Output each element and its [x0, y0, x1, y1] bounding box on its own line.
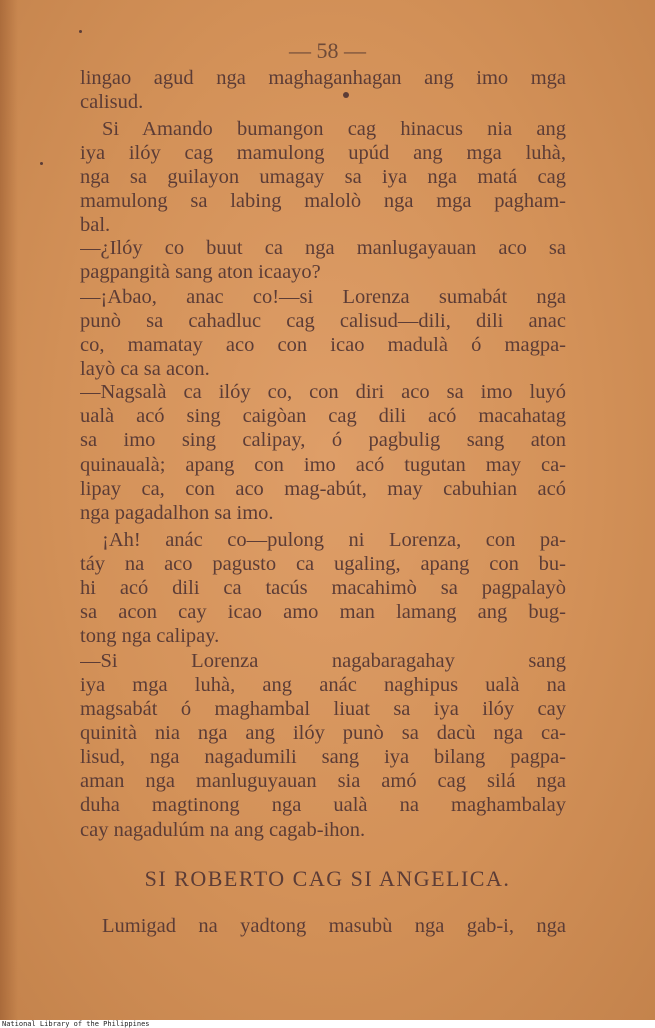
text-line: bal. [80, 214, 111, 236]
section-heading: SI ROBERTO CAG SI ANGELICA. [144, 866, 511, 891]
text-line: nga sa guilayon umagay sa iya nga matá cag [80, 166, 566, 188]
text-line: layò ca sa acon. [80, 358, 210, 380]
ink-speck [40, 162, 43, 165]
text-line: quinità nia nga ang ilóy punò sa dacù nga ca- [80, 722, 566, 744]
text-line: Si Amando bumangon cag hinacus nia ang [102, 118, 566, 140]
text-line: duha magtinong nga ualà na maghambalay [80, 794, 566, 816]
text-line: iya ilóy cag mamulong upúd ang mga luhà, [80, 142, 566, 164]
text-line: co, mamatay aco con icao madulà ó magpa- [80, 334, 566, 356]
text-line: quinaualà; apang con imo acó tugutan may ca- [80, 454, 566, 476]
text-line: ¡Ah! anác co—pulong ni Lorenza, con pa- [102, 529, 566, 551]
text-line: —¿Ilóy co buut ca nga manlugayauan aco sa [80, 237, 566, 259]
text-line: pagpangità sang aton icaayo? [80, 261, 321, 283]
text-line: Lumigad na yadtong masubù nga gab-i, nga [102, 915, 566, 937]
text-line: mamulong sa labing malolò nga mga pagham- [80, 190, 566, 212]
text-line: sa acon cay icao amo man lamang ang bug- [80, 601, 566, 623]
text-line: hi acó dili ca tacús macahimò sa pagpalayò [80, 577, 566, 599]
text-line: calisud. [80, 91, 144, 113]
text-line: táy na aco pagusto ca ugaling, apang con bu- [80, 553, 566, 575]
text-line: tong nga calipay. [80, 625, 220, 647]
text-line: punò sa cahadluc cag calisud—dili, dili anac [80, 310, 566, 332]
text-line: magsabát ó maghambal liuat sa iya ilóy cay [80, 698, 566, 720]
page-number: — 58 — [289, 38, 366, 63]
text-line: cay nagadulúm na ang cagab-ihon. [80, 819, 366, 841]
ink-speck [343, 92, 349, 98]
library-footer: National Library of the Philippines [0, 1020, 655, 1028]
text-line: aman nga manluguyauan sia amó cag silá nga [80, 770, 566, 792]
text-line: —Nagsalà ca ilóy co, con diri aco sa imo luyó [80, 381, 566, 403]
ink-speck [79, 30, 82, 33]
text-line: lipay ca, con aco mag-abút, may cabuhian acó [80, 478, 566, 500]
text-line: —¡Abao, anac co!—si Lorenza sumabát nga [80, 286, 566, 308]
text-line: iya mga luhà, ang anác naghipus ualà na [80, 674, 566, 696]
text-line: lisud, nga nagadumili sang iya bilang pagpa- [80, 746, 566, 768]
text-line: lingao agud nga maghaganhagan ang imo mga [80, 67, 566, 89]
text-line: —Si Lorenza nagabaragahay sang [80, 650, 566, 672]
text-line: ualà acó sing caigòan cag dili acó macahatag [80, 405, 566, 427]
text-line: sa imo sing calipay, ó pagbulig sang aton [80, 429, 566, 451]
text-line: nga pagadalhon sa imo. [80, 502, 274, 524]
